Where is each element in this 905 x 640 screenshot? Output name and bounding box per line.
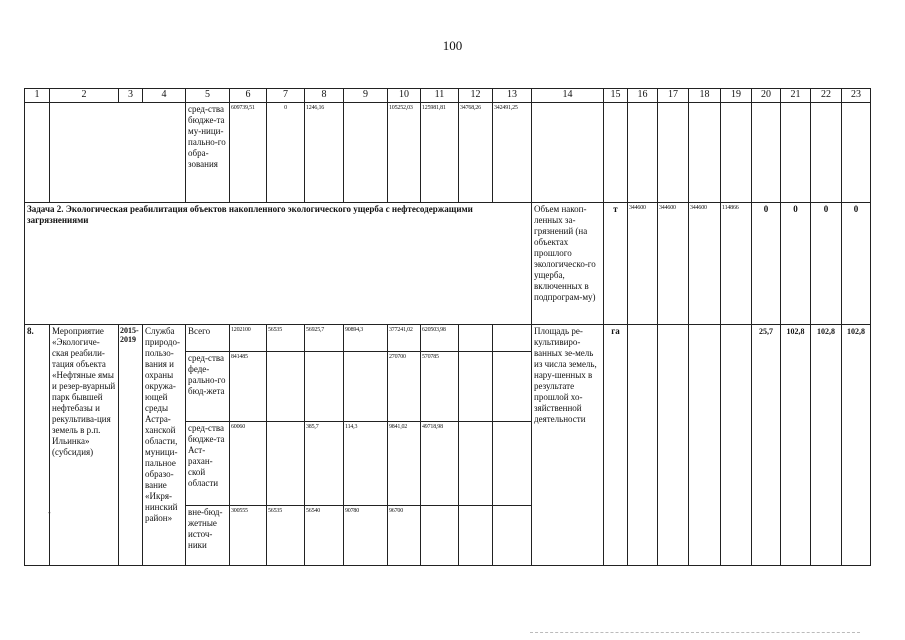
amount-cell: 125981,81: [421, 103, 459, 203]
indicator-value: 344600: [658, 203, 689, 325]
amount-cell: 841485: [230, 352, 267, 422]
amount-cell: 300555: [230, 506, 267, 566]
amount-cell: [459, 506, 493, 566]
indicator-name: Площадь ре-культивиро-ванных зе-мель из числа земель, нару-шенных в результате прошлой хо-зяйственной деятельности: [532, 325, 604, 566]
column-number: 23: [842, 89, 871, 103]
amount-cell: [305, 352, 344, 422]
cell-empty: [752, 103, 781, 203]
amount-cell: 49718,98: [421, 422, 459, 506]
amount-cell: 609739,51: [230, 103, 267, 203]
amount-cell: 96700: [388, 506, 421, 566]
funding-source: Всего: [186, 325, 230, 352]
indicator-value: 102,8: [781, 325, 811, 566]
column-number: 3: [119, 89, 143, 103]
amount-cell: 0: [267, 103, 305, 203]
amount-cell: 1246,16: [305, 103, 344, 203]
continuation-row: [25, 103, 871, 203]
amount-cell: [493, 352, 532, 422]
column-number: 13: [493, 89, 532, 103]
indicator-value: 344600: [628, 203, 658, 325]
column-number: 7: [267, 89, 305, 103]
column-number: 14: [532, 89, 604, 103]
amount-cell: 620503,98: [421, 325, 459, 352]
amount-cell: [493, 506, 532, 566]
indicator-value: 344600: [689, 203, 721, 325]
amount-cell: [267, 422, 305, 506]
amount-cell: 114,3: [344, 422, 388, 506]
column-number: 20: [752, 89, 781, 103]
cell-empty: [532, 103, 604, 203]
indicator-name: Объем накоп-ленных за-грязнений (на объектах прошлого экологическо-го ущерба, включенных в подпрограм-му): [532, 203, 604, 325]
unit-cell: т: [604, 203, 628, 325]
indicator-value: [658, 325, 689, 566]
funding-source: сред-ства феде-рально-го бюд-жета: [186, 352, 230, 422]
indicator-value: [628, 325, 658, 566]
funding-source: вне-бюд-жетные источ-ники: [186, 506, 230, 566]
indicator-value: 0: [811, 203, 842, 325]
column-number: 6: [230, 89, 267, 103]
measure-executor: Служба природо-пользо-вания и охраны окружа-ющей среды Астра-ханской области, муници-пальное образо-вание «Икря-нинский район»: [143, 325, 186, 566]
column-number: 10: [388, 89, 421, 103]
amount-cell: [421, 506, 459, 566]
measure-years: 2015-2019: [119, 325, 143, 566]
amount-cell: [459, 352, 493, 422]
amount-cell: 377241,02: [388, 325, 421, 352]
amount-cell: [459, 422, 493, 506]
amount-cell: 60060: [230, 422, 267, 506]
column-number: 5: [186, 89, 230, 103]
funding-source: сред-ства бюдже-та му-ници-пально-го обра-зования: [186, 103, 230, 203]
indicator-value: 25,7: [752, 325, 781, 566]
indicator-value: [721, 325, 752, 566]
column-number: 9: [344, 89, 388, 103]
indicator-value: 102,8: [811, 325, 842, 566]
cell-empty: [25, 103, 50, 203]
column-number-row: [25, 89, 871, 103]
amount-cell: 56925,7: [305, 325, 344, 352]
amount-cell: 56535: [267, 506, 305, 566]
amount-cell: 385,7: [305, 422, 344, 506]
amount-cell: [493, 422, 532, 506]
column-number: 12: [459, 89, 493, 103]
amount-cell: 570785: [421, 352, 459, 422]
column-number: 8: [305, 89, 344, 103]
column-number: 21: [781, 89, 811, 103]
amount-cell: [344, 103, 388, 203]
cell-empty: [50, 103, 186, 203]
column-number: 1: [25, 89, 50, 103]
indicator-value: 0: [781, 203, 811, 325]
amount-cell: 56540: [305, 506, 344, 566]
task-title: Задача 2. Экологическая реабилитация объектов накопленного экологического ущерба с нефтесодержащими загрязнениями: [25, 203, 532, 325]
column-number: 11: [421, 89, 459, 103]
indicator-value: [689, 325, 721, 566]
task-row: [25, 203, 871, 325]
measure-name: Мероприятие «Экологиче-ская реабили-тация объекта «Нефтяные ямы и резер-вуарный парк бывшей нефтебазы и рекультива-ция земель в р.п. Ильинка» (субсидия): [50, 325, 119, 566]
cell-empty: [781, 103, 811, 203]
amount-cell: [459, 325, 493, 352]
funding-source: сред-ства бюдже-та Аст-рахан-ской области: [186, 422, 230, 506]
amount-cell: 90894,3: [344, 325, 388, 352]
column-number: 2: [50, 89, 119, 103]
measure-row-total: [25, 325, 871, 352]
amount-cell: [267, 352, 305, 422]
column-number: 18: [689, 89, 721, 103]
cell-empty: [689, 103, 721, 203]
cell-empty: [628, 103, 658, 203]
amount-cell: 105252,03: [388, 103, 421, 203]
indicator-value: 0: [752, 203, 781, 325]
cell-empty: [721, 103, 752, 203]
stray-mark: -: [48, 508, 51, 517]
amount-cell: 9841,02: [388, 422, 421, 506]
indicator-value: 114866: [721, 203, 752, 325]
amount-cell: 34768,26: [459, 103, 493, 203]
amount-cell: 56535: [267, 325, 305, 352]
column-number: 17: [658, 89, 689, 103]
amount-cell: 270700: [388, 352, 421, 422]
cell-empty: [842, 103, 871, 203]
cell-empty: [811, 103, 842, 203]
amount-cell: 1202100: [230, 325, 267, 352]
amount-cell: [493, 325, 532, 352]
unit-cell: га: [604, 325, 628, 566]
column-number: 19: [721, 89, 752, 103]
page-number: 100: [442, 38, 463, 53]
column-number: 16: [628, 89, 658, 103]
amount-cell: 90780: [344, 506, 388, 566]
amount-cell: [344, 352, 388, 422]
scan-artifact-line: [530, 632, 860, 633]
subprogram-table: [24, 88, 871, 566]
indicator-value: 102,8: [842, 325, 871, 566]
amount-cell: 342491,25: [493, 103, 532, 203]
column-number: 22: [811, 89, 842, 103]
cell-empty: [658, 103, 689, 203]
indicator-value: 0: [842, 203, 871, 325]
column-number: 4: [143, 89, 186, 103]
cell-empty: [604, 103, 628, 203]
column-number: 15: [604, 89, 628, 103]
measure-number: 8.: [25, 325, 50, 566]
